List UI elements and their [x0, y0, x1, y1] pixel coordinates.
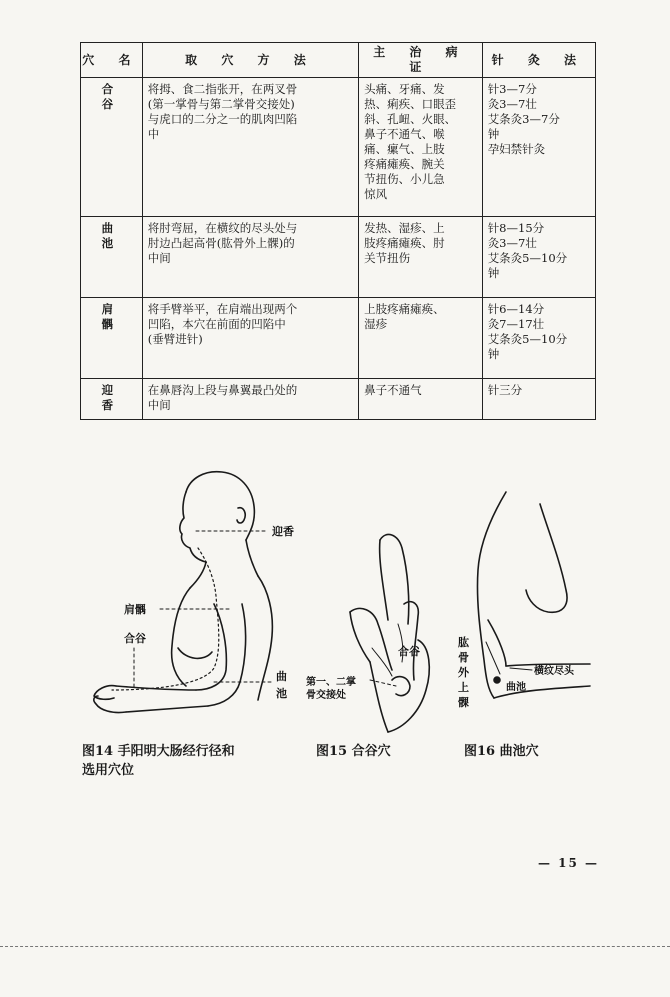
label-jianyu: 肩髃 — [124, 603, 146, 616]
needling-method: 针3—7分 灸3—7壮 艾条灸3—7分 钟 孕妇禁针灸 — [482, 78, 595, 217]
label-humerus-3: 外 — [458, 666, 469, 679]
location-method: 将拇、食二指张开，在两叉骨 (第一掌骨与第二掌骨交接处) 与虎口的二分之一的肌肉凹陷 中 — [142, 78, 358, 217]
location-method: 将手臂举平，在肩端出现两个 凹陷，本穴在前面的凹陷中 (垂臂进针) — [142, 298, 358, 379]
header-location-method: 取 穴 方 法 — [142, 43, 358, 78]
header-needling: 针 灸 法 — [482, 43, 595, 78]
figure-15-caption: 图15 合谷穴 — [316, 744, 391, 759]
needling-method: 针三分 — [482, 379, 595, 420]
label-quchi-2: 池 — [276, 687, 287, 700]
figure-15-hand-drawing — [350, 534, 429, 732]
figure-14-body-drawing — [94, 472, 273, 713]
indications: 发热、湿疹、上 肢疼痛瘫痪、肘 关节扭伤 — [359, 217, 483, 298]
label-humerus-4: 上 — [458, 681, 469, 694]
header-indications: 主 治 病 证 — [359, 43, 483, 78]
label-hegu-fig15: 合谷 — [398, 645, 420, 658]
location-method: 将肘弯屈，在横纹的尽头处与 肘边凸起高骨(肱骨外上髁)的 中间 — [142, 217, 358, 298]
point-name: 肩 髃 — [81, 298, 143, 379]
label-crease-end: 横纹尽头 — [534, 666, 574, 677]
label-hegu: 合谷 — [124, 632, 146, 645]
label-humerus-5: 髁 — [458, 696, 469, 709]
bottom-edge-rule — [0, 946, 670, 949]
point-name: 迎 香 — [81, 379, 143, 420]
label-yingxiang: 迎香 — [272, 525, 294, 538]
label-metacarpal-2: 骨交接处 — [306, 690, 346, 701]
label-quchi-fig16: 曲池 — [506, 682, 526, 693]
indications: 头痛、牙痛、发 热、痢疾、口眼歪 斜、孔衄、火眼、 鼻子不通气、喉 痛、瘰气、上肢 疼痛瘫痪、腕关 节扭伤、小儿急 惊风 — [359, 78, 483, 217]
header-point-name: 穴 名 — [81, 43, 143, 78]
indications: 鼻子不通气 — [359, 379, 483, 420]
label-humerus-2: 骨 — [458, 651, 469, 664]
figure-16-caption: 图16 曲池穴 — [464, 744, 539, 759]
point-name: 合 谷 — [81, 78, 143, 217]
label-quchi-1: 曲 — [276, 670, 287, 683]
figure-14-caption: 图14 手阳明大肠经行径和 选用穴位 — [82, 744, 235, 778]
page-number: — 15 — — [538, 856, 600, 870]
label-humerus-1: 肱 — [458, 636, 469, 649]
label-metacarpal-1: 第一、二掌 — [306, 677, 356, 688]
needling-method: 针8—15分 灸3—7壮 艾条灸5—10分 钟 — [482, 217, 595, 298]
location-method: 在鼻唇沟上段与鼻翼最凸处的 中间 — [142, 379, 358, 420]
needling-method: 针6—14分 灸7—17壮 艾条灸5—10分 钟 — [482, 298, 595, 379]
indications: 上肢疼痛瘫痪、 湿疹 — [359, 298, 483, 379]
point-name: 曲 池 — [81, 217, 143, 298]
